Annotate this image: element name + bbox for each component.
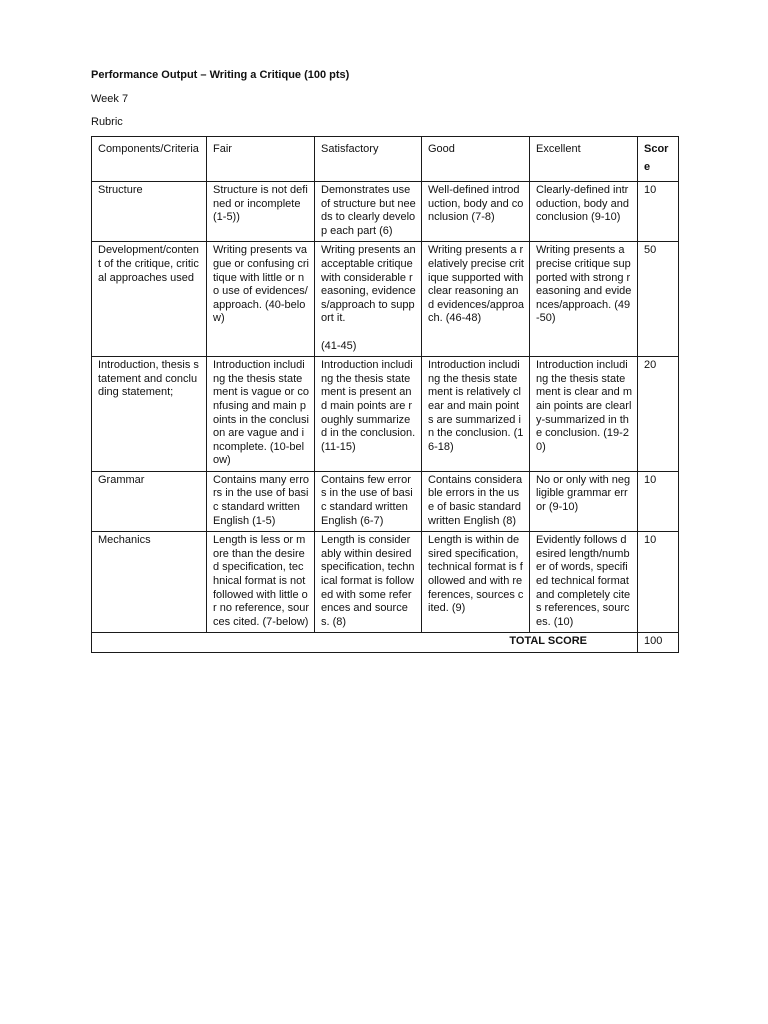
score-cell: 50: [638, 242, 679, 357]
table-row: [92, 532, 679, 633]
fair-cell: Length is less or more than the desired specification, technical format is not followed with little or no reference, sources cited. (7-below): [207, 532, 315, 633]
document-title: Performance Output – Writing a Critique (100 pts): [91, 69, 350, 81]
rubric-label: Rubric: [91, 116, 123, 128]
satisfactory-text: Writing presents an acceptable critique with considerable reasoning, evidences/approach to support it.: [321, 244, 416, 325]
score-cell: 20: [638, 357, 679, 472]
good-cell: Introduction including the thesis statement is relatively clear and main points are summarized in the conclusion. (16-18): [422, 357, 530, 472]
excellent-cell: Clearly-defined introduction, body and conclusion (9-10): [530, 182, 638, 242]
score-cell: 10: [638, 182, 679, 242]
good-cell: Contains considerable errors in the use of basic standard written English (8): [422, 471, 530, 531]
criteria-cell: Development/content of the critique, critical approaches used: [92, 242, 207, 357]
fair-cell: Contains many errors in the use of basic standard written English (1-5): [207, 471, 315, 531]
good-cell: Length is within desired specification, technical format is followed and with references, sources cited. (9): [422, 532, 530, 633]
week-label: Week 7: [91, 93, 129, 105]
total-row: [92, 633, 679, 653]
fair-cell: Structure is not defined or incomplete (1-5)): [207, 182, 315, 242]
fair-cell: Introduction including the thesis statement is vague or confusing and main points in the conclusion are vague and incomplete. (10-below): [207, 357, 315, 472]
table-row: [92, 182, 679, 242]
satisfactory-cell: Length is considerably within desired specification, technical format is followed with some references and sources. (8): [315, 532, 422, 633]
table-row: [92, 471, 679, 531]
total-score-value: 100: [638, 633, 679, 653]
header-fair: Fair: [207, 137, 315, 182]
score-cell: 10: [638, 532, 679, 633]
satisfactory-cell: Demonstrates use of structure but needs to clearly develop each part (6): [315, 182, 422, 242]
total-score-label: TOTAL SCORE: [92, 633, 638, 653]
satisfactory-cell: Contains few errors in the use of basic standard written English (6-7): [315, 471, 422, 531]
rubric-table: [91, 136, 679, 653]
excellent-cell: No or only with negligible grammar error (9-10): [530, 471, 638, 531]
table-row: [92, 357, 679, 472]
header-criteria: Components/Criteria: [92, 137, 207, 182]
criteria-cell: Grammar: [92, 471, 207, 531]
criteria-cell: Introduction, thesis statement and concluding statement;: [92, 357, 207, 472]
table-row: [92, 242, 679, 357]
header-good: Good: [422, 137, 530, 182]
score-cell: 10: [638, 471, 679, 531]
criteria-cell: Mechanics: [92, 532, 207, 633]
satisfactory-range: (41-45): [321, 339, 357, 352]
fair-cell: Writing presents vague or confusing critique with little or no use of evidences/approach. (40-below): [207, 242, 315, 357]
table-header-row: [92, 137, 679, 182]
header-score: Score: [638, 137, 679, 182]
satisfactory-cell: [315, 242, 422, 357]
excellent-cell: Writing presents a precise critique supported with strong reasoning and evidences/approach. (49-50): [530, 242, 638, 357]
header-excellent: Excellent: [530, 137, 638, 182]
good-cell: Writing presents a relatively precise critique supported with clear reasoning and evidences/approach. (46-48): [422, 242, 530, 357]
satisfactory-cell: Introduction including the thesis statement is present and main points are roughly summarized in the conclusion. (11-15): [315, 357, 422, 472]
criteria-cell: Structure: [92, 182, 207, 242]
good-cell: Well-defined introduction, body and conclusion (7-8): [422, 182, 530, 242]
document: [91, 68, 681, 653]
excellent-cell: Introduction including the thesis statement is clear and main points are clearly-summarized in the conclusion. (19-20): [530, 357, 638, 472]
excellent-cell: Evidently follows desired length/number of words, specified technical format and completely cites references, sources. (10): [530, 532, 638, 633]
header-satisfactory: Satisfactory: [315, 137, 422, 182]
